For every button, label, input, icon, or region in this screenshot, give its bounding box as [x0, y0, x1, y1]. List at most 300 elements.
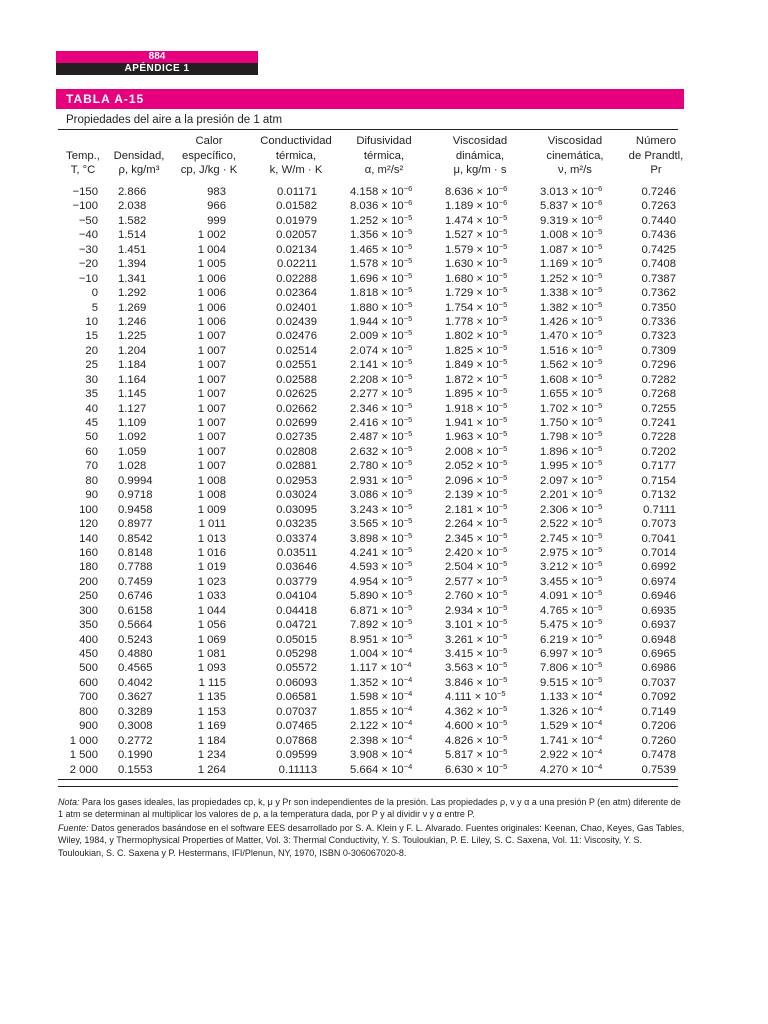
- table-cell: 0.6158: [118, 604, 153, 617]
- table-cell: $1.426 \times 10^{-5}$: [540, 313, 603, 328]
- table-cell: $2.122 \times 10^{-4}$: [350, 718, 413, 733]
- table-cell: $1.944 \times 10^{-5}$: [350, 313, 413, 328]
- table-cell: $5.817 \times 10^{-5}$: [445, 747, 508, 762]
- table-cell: 0.02808: [276, 445, 317, 458]
- table-cell: 0.4042: [118, 676, 153, 689]
- table-cell: $1.169 \times 10^{-5}$: [540, 256, 603, 271]
- table-cell: $2.346 \times 10^{-5}$: [350, 400, 413, 415]
- table-cell: 1 044: [197, 604, 226, 617]
- table-cell: $2.181 \times 10^{-5}$: [445, 501, 508, 516]
- table-cell: 0.2772: [118, 734, 153, 747]
- table-cell: 40: [85, 402, 98, 415]
- bottom-rule-2: [58, 786, 678, 787]
- table-cell: 1.109: [118, 417, 147, 429]
- table-cell: $1.465 \times 10^{-5}$: [350, 241, 413, 256]
- table-cell: 600: [79, 676, 98, 689]
- table-cell: $1.608 \times 10^{-5}$: [540, 371, 603, 386]
- bottom-rule: [58, 779, 678, 780]
- table-cell: $1.527 \times 10^{-5}$: [445, 227, 508, 242]
- table-cell: 0.8148: [118, 546, 153, 559]
- table-cell: 0.7246: [641, 186, 676, 198]
- table-cell: 0.06093: [276, 676, 317, 689]
- table-cell: $3.565 \times 10^{-5}$: [350, 516, 413, 531]
- table-cell: $1.754 \times 10^{-5}$: [445, 299, 508, 314]
- table-cell: 0.7255: [641, 402, 676, 415]
- table-cell: $1.382 \times 10^{-5}$: [540, 299, 603, 314]
- table-cell: $2.277 \times 10^{-5}$: [350, 386, 413, 401]
- table-cell: 0.6935: [641, 604, 676, 617]
- table-cell: 0.02699: [276, 417, 317, 429]
- table-row: [0, 719, 768, 733]
- table-cell: $1.696 \times 10^{-5}$: [350, 270, 413, 285]
- table-cell: 0.02401: [276, 301, 317, 314]
- table-row: [0, 633, 768, 647]
- table-row: [0, 748, 768, 762]
- table-cell: 2 000: [69, 763, 98, 776]
- table-cell: $1.562 \times 10^{-5}$: [540, 357, 603, 372]
- table-cell: $2.097 \times 10^{-5}$: [540, 472, 603, 487]
- table-cell: $2.306 \times 10^{-5}$: [540, 501, 603, 516]
- table-cell: 0.02364: [276, 287, 317, 300]
- table-cell: 1 005: [197, 258, 226, 271]
- table-cell: 10: [85, 315, 98, 328]
- table-cell: $2.141 \times 10^{-5}$: [350, 357, 413, 372]
- table-cell: 0.02476: [276, 330, 317, 343]
- table-cell: 0.7206: [641, 720, 676, 733]
- table-cell: 0.03235: [276, 518, 317, 531]
- table-cell: 120: [79, 518, 98, 531]
- table-cell: $9.515 \times 10^{-5}$: [540, 674, 603, 689]
- table-cell: 1 006: [197, 315, 226, 328]
- table-cell: $1.750 \times 10^{-5}$: [540, 415, 603, 429]
- table-cell: 0.5243: [118, 633, 153, 646]
- table-cell: $1.680 \times 10^{-5}$: [445, 270, 508, 285]
- table-cell: $1.008 \times 10^{-5}$: [540, 227, 603, 242]
- table-cell: 1 007: [197, 445, 226, 458]
- table-row: [0, 705, 768, 719]
- table-cell: 0.05298: [276, 648, 317, 660]
- table-row: [0, 661, 768, 675]
- table-cell: $3.563 \times 10^{-5}$: [445, 660, 508, 675]
- table-cell: 1 069: [197, 633, 226, 646]
- table-cell: $2.139 \times 10^{-5}$: [445, 487, 508, 502]
- table-cell: 0.7408: [641, 258, 676, 271]
- table-cell: $5.664 \times 10^{-4}$: [350, 761, 413, 776]
- table-cell: 700: [79, 691, 98, 704]
- table-cell: 15: [85, 330, 98, 343]
- table-cell: $2.264 \times 10^{-5}$: [445, 516, 508, 531]
- table-cell: 1 011: [198, 518, 226, 531]
- table-cell: 1.145: [118, 388, 147, 401]
- table-cell: 0.3289: [118, 705, 153, 718]
- table-cell: 1.246: [118, 315, 147, 328]
- table-cell: 0.6992: [641, 561, 676, 574]
- table-cell: $4.362 \times 10^{-5}$: [445, 703, 508, 718]
- table-cell: 0.01171: [277, 186, 317, 198]
- table-cell: $6.630 \times 10^{-5}$: [445, 761, 508, 776]
- table-cell: $1.529 \times 10^{-4}$: [540, 718, 603, 733]
- table-cell: 1 007: [197, 402, 226, 415]
- table-cell: 0.7387: [641, 272, 676, 285]
- table-cell: 0.09599: [276, 749, 317, 762]
- table-cell: $2.934 \times 10^{-5}$: [445, 602, 508, 617]
- table-cell: $1.356 \times 10^{-5}$: [350, 227, 413, 242]
- table-cell: −40: [78, 229, 98, 242]
- table-row: [0, 257, 768, 271]
- table-cell: 1 000: [69, 734, 98, 747]
- table-cell: $1.825 \times 10^{-5}$: [445, 342, 508, 357]
- table-row: [0, 199, 768, 213]
- table-cell: 0.3627: [118, 691, 153, 704]
- table-cell: 0.7268: [641, 388, 676, 401]
- table-cell: 1.269: [118, 301, 147, 314]
- table-row: [0, 676, 768, 690]
- table-row: [0, 589, 768, 603]
- table-cell: $1.598 \times 10^{-4}$: [350, 689, 413, 704]
- column-header: [170, 134, 248, 178]
- table-cell: $1.516 \times 10^{-5}$: [540, 342, 603, 357]
- table-cell: 0.03779: [276, 575, 317, 588]
- table-cell: $4.270 \times 10^{-4}$: [540, 761, 603, 776]
- table-cell: $8.036 \times 10^{-6}$: [350, 198, 413, 213]
- table-cell: 800: [79, 705, 98, 718]
- table-row: [0, 690, 768, 704]
- table-cell: $7.806 \times 10^{-5}$: [540, 660, 603, 675]
- table-cell: 0.7149: [641, 705, 676, 718]
- table-cell: 0.9994: [118, 474, 153, 487]
- table-cell: $1.352 \times 10^{-4}$: [350, 674, 413, 689]
- table-cell: 30: [85, 373, 98, 386]
- table-cell: 0.7788: [118, 561, 153, 574]
- table-cell: 1.204: [118, 344, 147, 357]
- table-cell: 1.341: [118, 272, 147, 285]
- table-cell: 0.01979: [276, 214, 317, 227]
- table-cell: 1 007: [197, 417, 226, 429]
- table-cell: 1 234: [197, 749, 226, 762]
- table-row: [0, 329, 768, 343]
- table-row: [0, 301, 768, 315]
- table-cell: 1 169: [197, 720, 226, 733]
- table-cell: 1 006: [197, 287, 226, 300]
- table-cell: $1.855 \times 10^{-4}$: [350, 703, 413, 718]
- table-cell: $1.189 \times 10^{-6}$: [445, 198, 508, 213]
- table-cell: 0.7323: [641, 330, 676, 343]
- table-cell: $3.013 \times 10^{-6}$: [540, 184, 603, 198]
- table-cell: −20: [78, 258, 98, 271]
- table-cell: $6.219 \times 10^{-5}$: [540, 631, 603, 646]
- table-cell: 0.02625: [276, 388, 317, 401]
- table-cell: $1.896 \times 10^{-5}$: [540, 443, 603, 458]
- table-cell: 0.7111: [643, 503, 676, 516]
- table-cell: 1.225: [118, 330, 147, 343]
- column-header-line: térmica,: [363, 149, 405, 162]
- table-cell: 0.7260: [641, 734, 676, 747]
- table-row: [0, 474, 768, 488]
- table-row: [0, 344, 768, 358]
- table-cell: $3.261 \times 10^{-5}$: [445, 631, 508, 646]
- table-cell: 0.7092: [641, 691, 676, 704]
- table-cell: 1.092: [118, 431, 147, 444]
- table-cell: 0.7014: [641, 546, 676, 559]
- table-cell: $9.319 \times 10^{-6}$: [540, 212, 603, 227]
- table-cell: 1 019: [197, 561, 226, 574]
- table-cell: $3.243 \times 10^{-5}$: [350, 501, 413, 516]
- table-cell: $1.995 \times 10^{-5}$: [540, 458, 603, 473]
- table-cell: 0.6937: [641, 619, 676, 632]
- table-cell: 0.9458: [118, 503, 153, 516]
- table-cell: $3.415 \times 10^{-5}$: [445, 646, 508, 660]
- table-cell: 1 009: [197, 503, 226, 516]
- table-cell: $4.954 \times 10^{-5}$: [350, 573, 413, 588]
- table-row: [0, 575, 768, 589]
- table-cell: $3.086 \times 10^{-5}$: [350, 487, 413, 502]
- table-cell: 999: [207, 214, 226, 227]
- table-cell: $2.008 \times 10^{-5}$: [445, 443, 508, 458]
- table-cell: $4.111 \times 10^{-5}$: [445, 689, 506, 704]
- table-cell: $1.729 \times 10^{-5}$: [445, 285, 508, 300]
- table-cell: 1.292: [118, 287, 147, 300]
- table-cell: 0.7440: [641, 214, 676, 227]
- table-cell: $5.837 \times 10^{-6}$: [540, 198, 603, 213]
- table-cell: 1.164: [118, 373, 147, 386]
- table-cell: 60: [85, 445, 98, 458]
- column-header: [340, 134, 428, 178]
- table-cell: $4.158 \times 10^{-6}$: [350, 184, 413, 198]
- table-cell: $1.474 \times 10^{-5}$: [445, 212, 508, 227]
- table-cell: $3.455 \times 10^{-5}$: [540, 573, 603, 588]
- table-cell: 0.6948: [641, 633, 676, 646]
- column-header-line: μ, kg/m · s: [453, 164, 507, 176]
- table-cell: $1.252 \times 10^{-5}$: [350, 212, 413, 227]
- table-cell: 0.03374: [276, 532, 317, 545]
- table-cell: $2.201 \times 10^{-5}$: [540, 487, 603, 502]
- table-cell: 983: [207, 186, 226, 198]
- table-cell: 1 023: [197, 575, 226, 588]
- table-cell: 0.04104: [276, 590, 317, 603]
- table-cell: −150: [72, 186, 98, 198]
- table-cell: 0.8542: [118, 532, 153, 545]
- column-header-line: Calor: [195, 135, 223, 147]
- table-cell: $1.252 \times 10^{-5}$: [540, 270, 603, 285]
- table-cell: 0.7436: [641, 229, 676, 242]
- table-row: [0, 416, 768, 430]
- table-cell: 0.5664: [118, 619, 153, 632]
- table-cell: $1.818 \times 10^{-5}$: [350, 285, 413, 300]
- table-cell: 1.059: [118, 445, 147, 458]
- table-cell: 0.7041: [641, 532, 676, 545]
- table-cell: 0.03095: [276, 503, 317, 516]
- table-cell: 160: [79, 546, 98, 559]
- table-cell: 1 153: [197, 705, 226, 718]
- table-source: [58, 822, 688, 859]
- column-header: [108, 134, 170, 178]
- table-cell: $1.798 \times 10^{-5}$: [540, 429, 603, 444]
- table-cell: 250: [79, 590, 98, 603]
- column-header: [622, 134, 690, 178]
- table-cell: $1.778 \times 10^{-5}$: [445, 313, 508, 328]
- table-cell: $2.052 \times 10^{-5}$: [445, 458, 508, 473]
- source-label: Fuente:: [58, 823, 89, 833]
- table-cell: $5.890 \times 10^{-5}$: [350, 588, 413, 603]
- table-cell: 0.03646: [276, 561, 317, 574]
- table-cell: 0.04418: [276, 604, 317, 617]
- table-cell: 1 007: [197, 388, 226, 401]
- table-cell: 0: [91, 287, 98, 300]
- table-cell: 1.514: [118, 229, 147, 242]
- table-cell: $6.871 \times 10^{-5}$: [350, 602, 413, 617]
- table-cell: 100: [79, 503, 98, 516]
- table-cell: 0.01582: [276, 200, 317, 213]
- column-header-line: térmica,: [275, 149, 317, 162]
- table-cell: $4.826 \times 10^{-5}$: [445, 732, 508, 747]
- table-cell: $4.600 \times 10^{-5}$: [445, 718, 508, 733]
- column-header-line: de Prandtl,: [628, 149, 684, 162]
- table-cell: $3.908 \times 10^{-4}$: [350, 747, 413, 762]
- column-header-line: [58, 134, 108, 149]
- table-cell: 1.127: [118, 402, 147, 415]
- column-header-line: Densidad,: [113, 149, 165, 162]
- table-cell: $3.101 \times 10^{-5}$: [445, 617, 508, 632]
- table-row: [0, 402, 768, 416]
- table-cell: $1.630 \times 10^{-5}$: [445, 256, 508, 271]
- table-cell: $2.096 \times 10^{-5}$: [445, 472, 508, 487]
- table-cell: 0.7282: [641, 373, 676, 386]
- table-cell: 0.7228: [641, 431, 676, 444]
- table-cell: 0.7177: [641, 460, 676, 473]
- table-cell: 0.7073: [641, 518, 676, 531]
- table-cell: 0.7202: [641, 445, 676, 458]
- column-header: [58, 134, 108, 178]
- table-cell: $2.632 \times 10^{-5}$: [350, 443, 413, 458]
- table-cell: $2.398 \times 10^{-4}$: [350, 732, 413, 747]
- table-row: [0, 228, 768, 242]
- table-cell: $1.918 \times 10^{-5}$: [445, 400, 508, 415]
- column-header-line: k, W/m · K: [269, 164, 323, 176]
- table-cell: 70: [85, 460, 98, 473]
- column-header-line: T, °C: [70, 164, 96, 176]
- table-row: [0, 459, 768, 473]
- table-cell: $1.579 \times 10^{-5}$: [445, 241, 508, 256]
- table-cell: $2.780 \times 10^{-5}$: [350, 458, 413, 473]
- table-cell: 0.7362: [641, 287, 676, 300]
- table-cell: 0.7336: [641, 315, 676, 328]
- table-caption: Propiedades del aire a la presión de 1 atm: [66, 114, 283, 126]
- table-cell: $7.892 \times 10^{-5}$: [350, 617, 413, 632]
- table-cell: 0.7478: [641, 749, 676, 762]
- table-cell: 0.02057: [276, 229, 317, 242]
- table-row: [0, 373, 768, 387]
- table-cell: 1 013: [197, 532, 226, 545]
- table-cell: 200: [79, 575, 98, 588]
- table-cell: 300: [79, 604, 98, 617]
- table-cell: $1.802 \times 10^{-5}$: [445, 328, 508, 343]
- table-cell: $1.655 \times 10^{-5}$: [540, 386, 603, 401]
- table-cell: 0.6965: [641, 648, 676, 660]
- table-cell: −100: [72, 200, 98, 213]
- table-cell: $2.760 \times 10^{-5}$: [445, 588, 508, 603]
- column-header-line: Número: [635, 135, 677, 147]
- table-cell: 1 033: [197, 590, 226, 603]
- table-row: [0, 430, 768, 444]
- table-cell: $2.487 \times 10^{-5}$: [350, 429, 413, 444]
- table-cell: $1.087 \times 10^{-5}$: [540, 241, 603, 256]
- table-cell: 0.03024: [276, 489, 317, 502]
- table-cell: $2.504 \times 10^{-5}$: [445, 559, 508, 574]
- table-cell: $2.208 \times 10^{-5}$: [350, 371, 413, 386]
- column-header-line: [108, 134, 170, 149]
- table-cell: 966: [207, 200, 226, 213]
- table-cell: $3.898 \times 10^{-5}$: [350, 530, 413, 545]
- table-cell: 1 002: [197, 229, 226, 242]
- table-cell: −10: [78, 272, 98, 285]
- note-label: Nota:: [58, 797, 80, 807]
- table-cell: 1 115: [198, 676, 226, 689]
- table-cell: $1.133 \times 10^{-4}$: [540, 689, 603, 704]
- table-cell: $1.895 \times 10^{-5}$: [445, 386, 508, 401]
- table-cell: 0.02662: [276, 402, 317, 415]
- table-note: [58, 796, 688, 821]
- table-cell: 0.02735: [276, 431, 317, 444]
- table-cell: $1.578 \times 10^{-5}$: [350, 256, 413, 271]
- table-row: [0, 488, 768, 502]
- page-number: 884: [56, 51, 258, 63]
- table-cell: 1 007: [197, 431, 226, 444]
- column-header-line: Conductividad: [260, 135, 332, 147]
- table-row: [0, 604, 768, 618]
- table-row: [0, 185, 768, 199]
- table-cell: 0.7037: [641, 676, 676, 689]
- table-cell: $1.872 \times 10^{-5}$: [445, 371, 508, 386]
- table-cell: −50: [78, 214, 98, 227]
- table-cell: $1.326 \times 10^{-4}$: [540, 703, 603, 718]
- table-cell: $1.702 \times 10^{-5}$: [540, 400, 603, 415]
- table-cell: 0.1553: [118, 763, 153, 776]
- table-cell: $1.941 \times 10^{-5}$: [445, 415, 508, 429]
- table-cell: 0.05015: [276, 633, 317, 646]
- table-cell: 0.4880: [118, 648, 153, 660]
- table-cell: $2.345 \times 10^{-5}$: [445, 530, 508, 545]
- table-cell: $1.963 \times 10^{-5}$: [445, 429, 508, 444]
- table-cell: 1.394: [118, 258, 147, 271]
- table-cell: 20: [85, 344, 98, 357]
- column-header-line: Viscosidad: [452, 135, 508, 147]
- table-cell: 1 264: [197, 763, 226, 776]
- table-row: [0, 532, 768, 546]
- table-body: [0, 185, 768, 777]
- table-cell: $2.416 \times 10^{-5}$: [350, 415, 413, 429]
- table-cell: 0.02439: [276, 315, 317, 328]
- table-cell: 0.6974: [641, 575, 676, 588]
- table-cell: 0.6986: [641, 662, 676, 675]
- table-cell: 500: [79, 662, 98, 675]
- column-header-line: ρ, kg/m³: [118, 164, 160, 176]
- table-cell: $2.420 \times 10^{-5}$: [445, 544, 508, 559]
- table-cell: 0.7296: [641, 359, 676, 372]
- table-cell: $1.338 \times 10^{-5}$: [540, 285, 603, 300]
- column-header-line: cinemática,: [546, 149, 604, 162]
- table-cell: $2.074 \times 10^{-5}$: [350, 342, 413, 357]
- table-cell: 140: [79, 532, 98, 545]
- table-cell: $2.577 \times 10^{-5}$: [445, 573, 508, 588]
- table-cell: 0.7425: [641, 243, 676, 256]
- table-cell: 900: [79, 720, 98, 733]
- table-cell: $8.636 \times 10^{-6}$: [445, 184, 508, 198]
- column-header: [432, 134, 528, 178]
- table-row: [0, 560, 768, 574]
- table-cell: 0.02953: [276, 474, 317, 487]
- table-cell: $1.741 \times 10^{-4}$: [540, 732, 603, 747]
- table-cell: 80: [85, 474, 98, 487]
